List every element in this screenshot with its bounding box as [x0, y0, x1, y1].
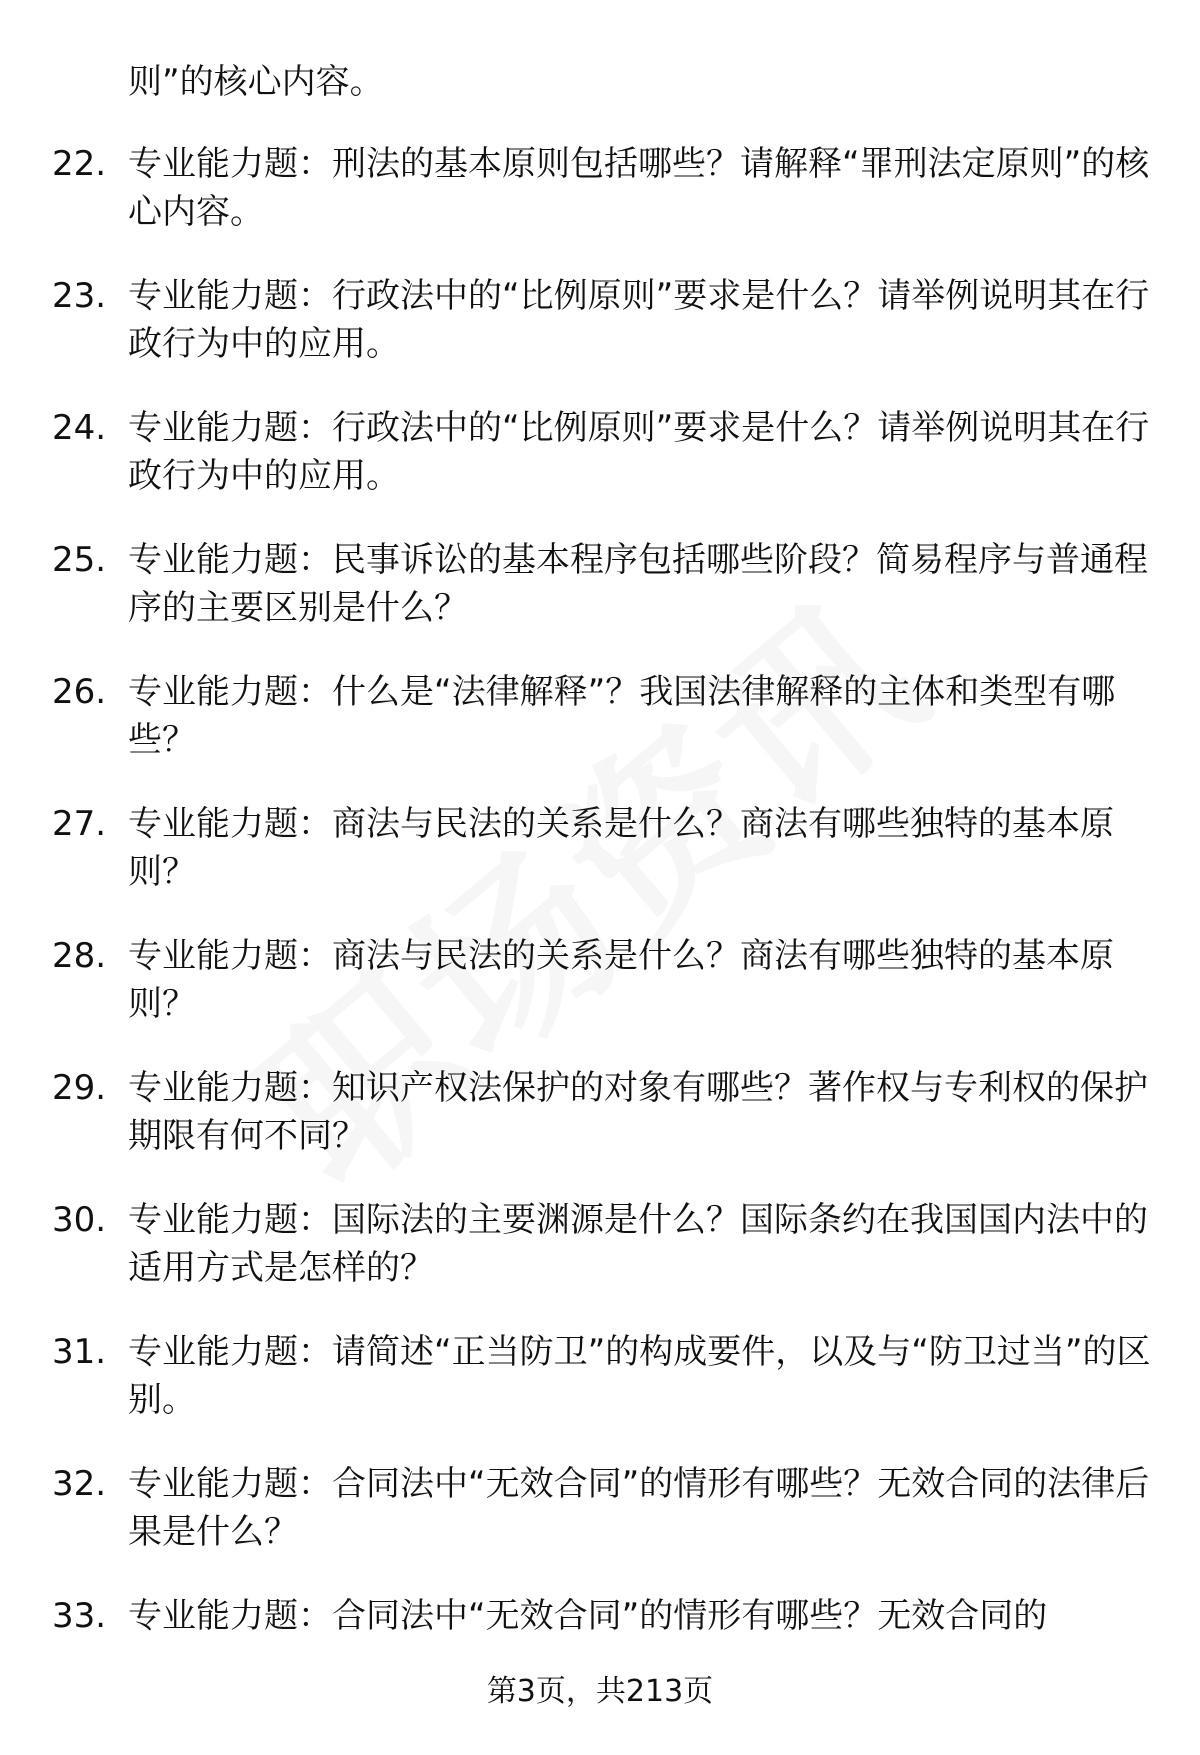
question-text: 专业能力题：合同法中“无效合同”的情形有哪些？无效合同的: [128, 1596, 1048, 1636]
question-number: 29.: [52, 1068, 107, 1108]
question-number: 31.: [52, 1332, 107, 1372]
question-number: 30.: [52, 1200, 107, 1240]
question-text: 专业能力题：民事诉讼的基本程序包括哪些阶段？简易程序与普通程序的主要区别是什么？: [128, 540, 1148, 628]
list-item: [0, 1328, 1200, 1460]
question-text: 专业能力题：商法与民法的关系是什么？商法有哪些独特的基本原则？: [128, 936, 1114, 1024]
list-item: [0, 1064, 1200, 1196]
list-item: [0, 668, 1200, 800]
list-item: [0, 140, 1200, 272]
list-item: [0, 1460, 1200, 1592]
page-number: 第3页，共213页: [486, 1674, 714, 1709]
list-item: [0, 536, 1200, 668]
list-item: [0, 272, 1200, 404]
question-number: 33.: [52, 1596, 107, 1636]
question-number: 28.: [52, 936, 107, 976]
question-text: 专业能力题：商法与民法的关系是什么？商法有哪些独特的基本原则？: [128, 804, 1114, 892]
question-text: 专业能力题：知识产权法保护的对象有哪些？著作权与专利权的保护期限有何不同？: [128, 1068, 1148, 1156]
question-text: 专业能力题：国际法的主要渊源是什么？国际条约在我国国内法中的适用方式是怎样的？: [128, 1200, 1148, 1288]
question-number: 26.: [52, 672, 107, 712]
list-item: [0, 800, 1200, 932]
question-number: 24.: [52, 408, 107, 448]
question-number: 25.: [52, 540, 107, 580]
question-list: [0, 140, 1200, 1724]
list-item: [0, 1196, 1200, 1328]
question-text: 专业能力题：合同法中“无效合同”的情形有哪些？无效合同的法律后果是什么？: [128, 1464, 1150, 1552]
list-item: [0, 404, 1200, 536]
question-text: 专业能力题：请简述“正当防卫”的构成要件，以及与“防卫过当”的区别。: [128, 1332, 1151, 1420]
question-text: 专业能力题：行政法中的“比例原则”要求是什么？请举例说明其在行政行为中的应用。: [128, 276, 1150, 364]
question-number: 22.: [52, 144, 107, 184]
list-item: [0, 932, 1200, 1064]
question-text: 专业能力题：刑法的基本原则包括哪些？请解释“罪刑法定原则”的核心内容。: [128, 144, 1150, 232]
question-number: 23.: [52, 276, 107, 316]
question-text: 专业能力题：行政法中的“比例原则”要求是什么？请举例说明其在行政行为中的应用。: [128, 408, 1150, 496]
question-number: 27.: [52, 804, 107, 844]
carryover-text: 则”的核心内容。: [128, 62, 384, 102]
question-text: 专业能力题：什么是“法律解释”？我国法律解释的主体和类型有哪些？: [128, 672, 1116, 760]
question-number: 32.: [52, 1464, 107, 1504]
